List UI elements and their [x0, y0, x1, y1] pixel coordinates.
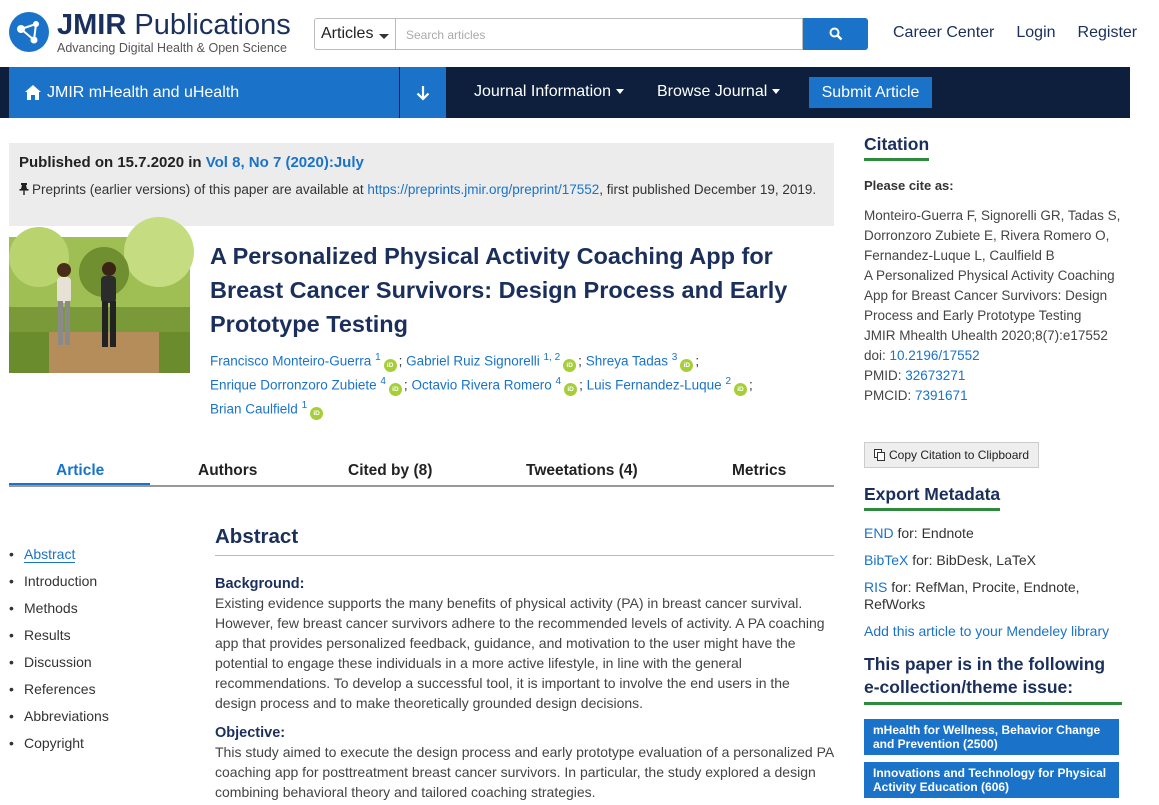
author-link[interactable]: Gabriel Ruiz Signorelli	[406, 353, 540, 369]
citation-pmcid: PMCID: 7391671	[864, 388, 968, 403]
end-export-link[interactable]: END	[864, 525, 894, 541]
citation-panel	[864, 133, 1122, 406]
export-metadata-panel	[864, 483, 1122, 640]
orcid-icon[interactable]: iD	[389, 383, 402, 396]
collection-link[interactable]: mHealth for Wellness, Behavior Change and Prevention (2500)	[864, 719, 1119, 755]
citation-heading: Citation	[864, 133, 929, 161]
journal-name: JMIR mHealth and uHealth	[47, 83, 240, 101]
objective-text: This study aimed to execute the design process and early prototype evaluation of a personalized PA coaching app for posttreatment breast cancer survivors. In particular, the study explored a design combining behavioral theory and tailored coaching strategies.	[215, 744, 834, 800]
orcid-icon[interactable]: iD	[310, 407, 323, 420]
preprint-link[interactable]: https://preprints.jmir.org/preprint/17552	[367, 182, 600, 197]
orcid-icon[interactable]: iD	[563, 359, 576, 372]
issue-link[interactable]: Vol 8, No 7 (2020):July	[205, 154, 364, 171]
pmid-link[interactable]: 32673271	[905, 368, 966, 383]
pushpin-icon	[19, 183, 29, 195]
login-link[interactable]: Login	[1016, 24, 1056, 41]
chevron-down-icon	[379, 34, 389, 39]
tab-cited-by[interactable]: Cited by (8)	[348, 462, 433, 479]
author-link[interactable]: Enrique Dorronzoro Zubiete	[210, 377, 377, 393]
orcid-icon[interactable]: iD	[384, 359, 397, 372]
article-thumbnail-image	[9, 237, 190, 373]
submit-article-button[interactable]: Submit Article	[809, 77, 932, 108]
author-link[interactable]: Luis Fernandez-Luque	[586, 377, 722, 393]
tab-authors[interactable]: Authors	[198, 462, 258, 479]
journal-information-menu[interactable]: Journal Information	[474, 83, 624, 101]
e-collection-panel	[864, 653, 1122, 705]
pmcid-link[interactable]: 7391671	[915, 388, 968, 403]
brand-tagline: Advancing Digital Health & Open Science	[57, 41, 287, 55]
toc-item-copyright[interactable]: • Copyright	[9, 730, 109, 757]
table-of-contents	[9, 541, 109, 757]
author-link[interactable]: Octavio Rivera Romero	[411, 377, 552, 393]
search-icon	[829, 27, 843, 41]
toc-item-abbreviations[interactable]: • Abbreviations	[9, 703, 109, 730]
objective-heading: Objective:	[215, 725, 286, 741]
author-link[interactable]: Shreya Tadas	[585, 353, 668, 369]
ris-export-link[interactable]: RIS	[864, 579, 888, 595]
toc-item-methods[interactable]: • Methods	[9, 595, 109, 622]
background-heading: Background:	[215, 576, 305, 592]
export-heading: Export Metadata	[864, 483, 1000, 511]
toc-item-discussion[interactable]: • Discussion	[9, 649, 109, 676]
toc-item-introduction[interactable]: • Introduction	[9, 568, 109, 595]
article-tabs	[9, 455, 834, 487]
citation-doi: doi: 10.2196/17552	[864, 348, 980, 363]
copy-icon	[874, 449, 885, 461]
active-tab-indicator	[9, 483, 150, 485]
citation-title: A Personalized Physical Activity Coaching App for Breast Cancer Survivors: Design Process and Early Prototype Testing	[864, 268, 1115, 323]
publication-info	[9, 143, 834, 226]
top-links	[893, 24, 1159, 42]
journal-home-link[interactable]	[9, 67, 399, 118]
citation-text	[864, 206, 1122, 406]
abstract-section	[215, 523, 834, 802]
top-header	[0, 0, 1138, 67]
brand[interactable]	[57, 10, 291, 55]
career-center-link[interactable]: Career Center	[893, 24, 995, 41]
toc-item-abstract[interactable]: • Abstract	[9, 541, 109, 568]
mendeley-row	[864, 623, 1122, 640]
jmir-logo-icon[interactable]	[9, 12, 49, 52]
caret-down-icon	[616, 89, 624, 94]
export-bibtex-row: BibTeX for: BibDesk, LaTeX	[864, 552, 1036, 568]
collection-link[interactable]: Innovations and Technology for Physical Activity Education (606)	[864, 762, 1119, 798]
toc-item-results[interactable]: • Results	[9, 622, 109, 649]
published-line: Published on 15.7.2020 in Vol 8, No 7 (2020):July	[19, 154, 364, 171]
register-link[interactable]: Register	[1077, 24, 1138, 41]
copy-citation-button[interactable]: Copy Citation to Clipboard	[864, 442, 1039, 468]
export-end-row: END for: Endnote	[864, 525, 974, 541]
brand-name: JMIR Publications	[57, 9, 291, 41]
browse-journal-menu[interactable]: Browse Journal	[657, 83, 780, 101]
tab-metrics[interactable]: Metrics	[732, 462, 787, 479]
main-nav	[0, 67, 1130, 118]
orcid-icon[interactable]: iD	[564, 383, 577, 396]
preprint-line: Preprints (earlier versions) of this paper are available at https://preprints.jmir.org/preprint/17552, first published December 19, 2019.	[19, 181, 824, 199]
search-button[interactable]	[803, 18, 868, 50]
abstract-heading: Abstract	[215, 523, 834, 556]
search-bar	[314, 18, 868, 50]
jump-down-button[interactable]	[400, 67, 446, 118]
tab-tweetations[interactable]: Tweetations (4)	[526, 462, 638, 479]
doi-link[interactable]: 10.2196/17552	[889, 348, 980, 363]
toc-item-references[interactable]: • References	[9, 676, 109, 703]
please-cite-label: Please cite as:	[864, 178, 954, 193]
orcid-icon[interactable]: iD	[734, 383, 747, 396]
author-link[interactable]: Francisco Monteiro-Guerra	[210, 353, 372, 369]
citation-journal: JMIR Mhealth Uhealth 2020;8(7):e17552	[864, 328, 1108, 343]
bibtex-export-link[interactable]: BibTeX	[864, 552, 909, 568]
article-title: A Personalized Physical Activity Coaching App for Breast Cancer Survivors: Design Process and Early Prototype Testing	[210, 243, 788, 337]
author-list: Francisco Monteiro-Guerra $^1$iD ; Gabriel Ruiz Signorelli $^{1, 2}$iD ; Shreya Tadas $^3$iD ; Enrique Dorronzoro Zubiete $^4$iD ; Octavio Rivera Romero $^4$iD ; Luis Fernandez-Luque $^2$iD ; Brian Caulfield $^1$iD	[210, 348, 830, 420]
citation-pmid: PMID: 32673271	[864, 368, 966, 383]
search-type-select[interactable]: Articles	[314, 18, 395, 50]
tab-article[interactable]: Article	[56, 462, 105, 479]
caret-down-icon	[772, 89, 780, 94]
e-collection-heading: This paper is in the following e-collection/theme issue:	[864, 653, 1122, 705]
orcid-icon[interactable]: iD	[680, 359, 693, 372]
background-text: Existing evidence supports the many benefits of physical activity (PA) in breast cancer survival. However, few breast cancer survivors adhere to the recommended levels of activity. A PA coaching app that provides personalized feedback, guidance, and motivation to the user might have the potential to engage these individuals in a more active lifestyle, in line with the general recommendations. To develop a successful tool, it is important to involve the end users in the design process and to make theoretically grounded design decisions.	[215, 595, 825, 711]
mendeley-link[interactable]: Add this article to your Mendeley library	[864, 623, 1110, 639]
search-input[interactable]: Search articles	[395, 18, 803, 50]
home-icon	[25, 85, 41, 100]
export-ris-row: RIS for: RefMan, Procite, Endnote, RefWorks	[864, 579, 1080, 612]
arrow-down-icon	[416, 85, 430, 101]
author-link[interactable]: Brian Caulfield	[210, 401, 298, 417]
citation-authors: Monteiro-Guerra F, Signorelli GR, Tadas S, Dorronzoro Zubiete E, Rivera Romero O, Fernandez-Luque L, Caulfield B	[864, 208, 1121, 263]
